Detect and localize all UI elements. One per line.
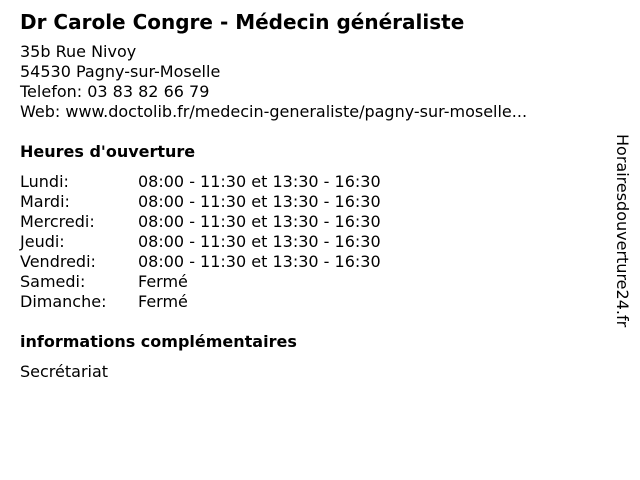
day-hours: Fermé bbox=[138, 272, 188, 291]
day-label: Vendredi: bbox=[20, 252, 96, 271]
hours-row bbox=[20, 292, 600, 312]
site-watermark: Horairesdouverture24.fr bbox=[613, 134, 632, 328]
hours-row bbox=[20, 232, 600, 252]
day-label: Samedi: bbox=[20, 272, 86, 291]
day-label: Dimanche: bbox=[20, 292, 107, 311]
day-hours: 08:00 - 11:30 et 13:30 - 16:30 bbox=[138, 252, 381, 271]
day-label: Mardi: bbox=[20, 192, 70, 211]
info-text: Secrétariat bbox=[20, 362, 109, 381]
phone-number: Telefon: 03 83 82 66 79 bbox=[20, 82, 210, 101]
day-hours: 08:00 - 11:30 et 13:30 - 16:30 bbox=[138, 172, 381, 191]
day-label: Lundi: bbox=[20, 172, 69, 191]
hours-row bbox=[20, 212, 600, 232]
day-hours: Fermé bbox=[138, 292, 188, 311]
day-label: Mercredi: bbox=[20, 212, 95, 231]
page-title: Dr Carole Congre - Médecin généraliste bbox=[20, 10, 465, 34]
business-card bbox=[20, 10, 600, 382]
day-hours: 08:00 - 11:30 et 13:30 - 16:30 bbox=[138, 192, 381, 211]
hours-row bbox=[20, 252, 600, 272]
hours-row bbox=[20, 272, 600, 292]
website-link[interactable]: Web: www.doctolib.fr/medecin-generaliste/pagny-sur-moselle... bbox=[20, 102, 528, 121]
street-address: 35b Rue Nivoy bbox=[20, 42, 137, 61]
day-label: Jeudi: bbox=[20, 232, 65, 251]
city-address: 54530 Pagny-sur-Moselle bbox=[20, 62, 221, 81]
hours-row bbox=[20, 192, 600, 212]
day-hours: 08:00 - 11:30 et 13:30 - 16:30 bbox=[138, 232, 381, 251]
hours-table bbox=[20, 172, 600, 312]
hours-heading: Heures d'ouverture bbox=[20, 142, 196, 161]
hours-row bbox=[20, 172, 600, 192]
day-hours: 08:00 - 11:30 et 13:30 - 16:30 bbox=[138, 212, 381, 231]
info-heading: informations complémentaires bbox=[20, 332, 297, 351]
